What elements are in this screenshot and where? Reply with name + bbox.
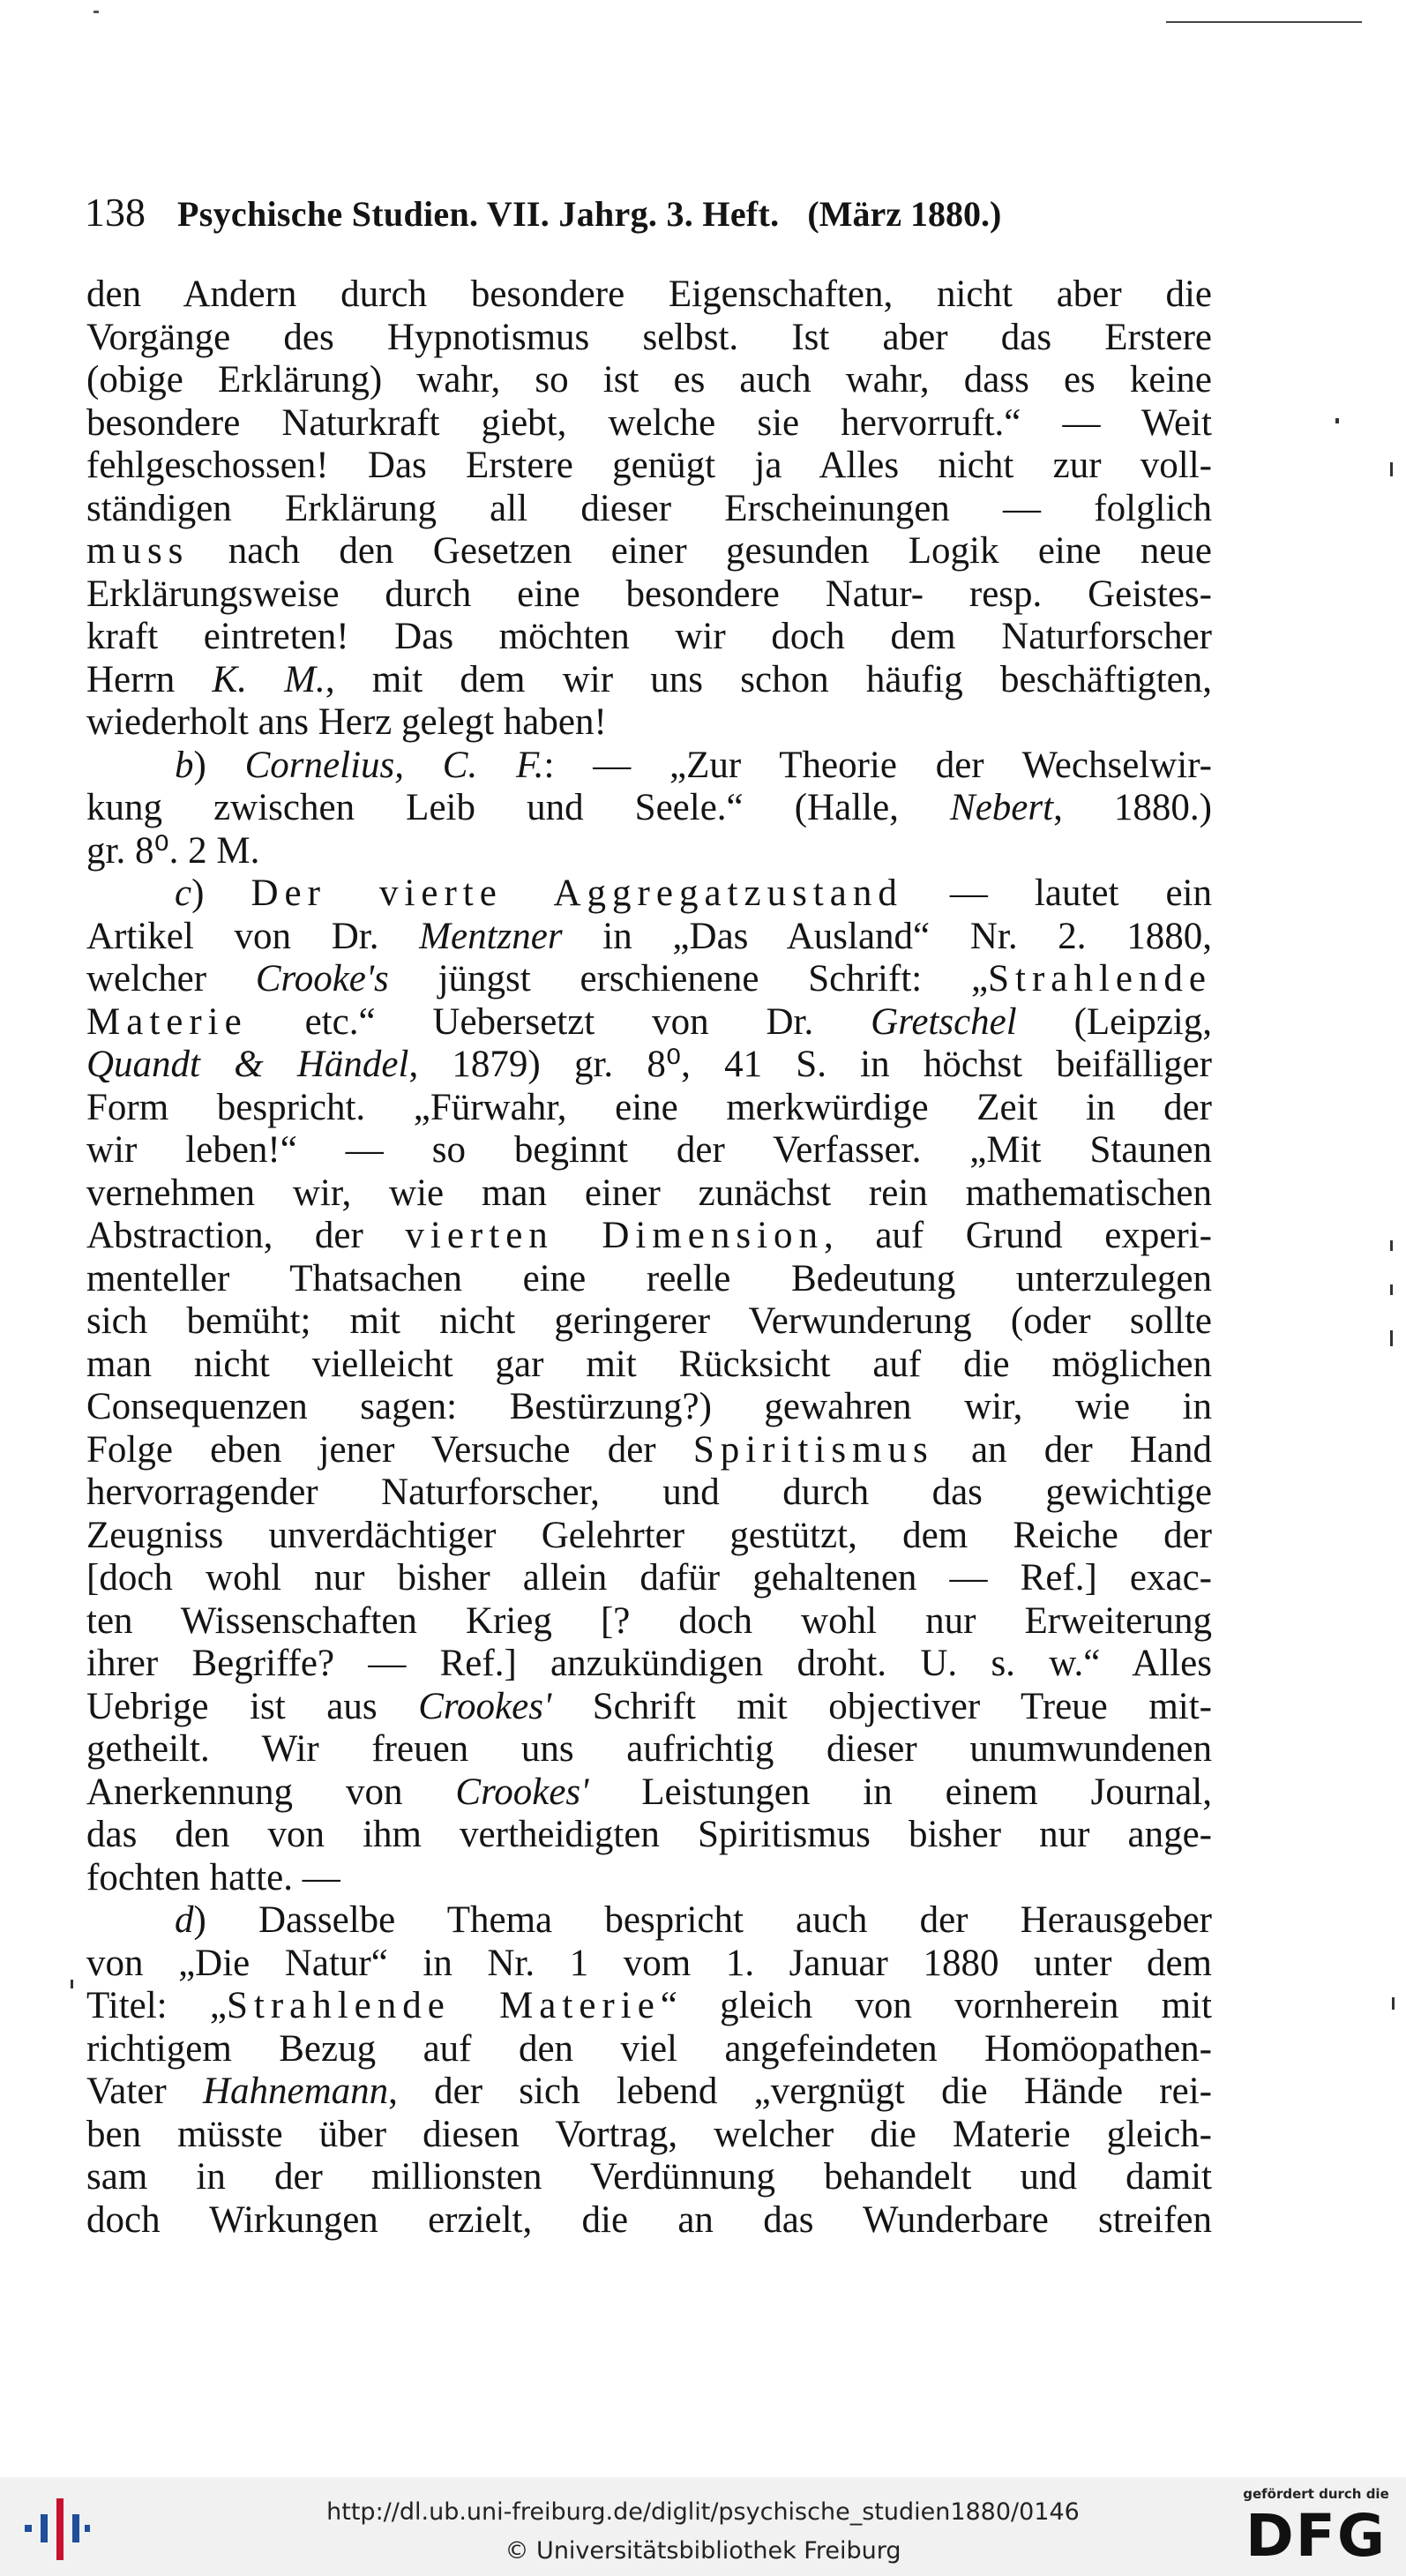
dfg-logo-text: DFG [1245,2502,1387,2570]
text-line [86,1044,1212,1087]
text-segment: kraft eintreten! Das möchten wir doch dem Naturforscher [86,616,1212,657]
text-segment: doch Wirkungen erzielt, die an das Wunderbare streifen [86,2198,1212,2241]
text-segment: fochten hatte. — [86,1856,340,1898]
text-line [86,573,1212,617]
text-segment: etc.“ Uebersetzt von Dr. [247,1000,871,1043]
text-segment: richtigem Bezug auf den viel angefeindeten Homöopathen- [86,2027,1212,2070]
italic-segment: Nebert [950,787,1054,828]
text-segment: von „Die Natur“ in Nr. 1 vom 1. Januar 1880 unter dem [86,1942,1212,1984]
text-segment: hervorragender Naturforscher, und durch das gewichtige [86,1471,1212,1513]
text-line [86,445,1212,488]
margin-mark [1335,418,1339,423]
text-line [86,1087,1212,1130]
italic-segment: K. M. [212,658,325,700]
text-line [86,1728,1212,1771]
text-line [86,1515,1212,1558]
text-segment: ständigen Erklärung all dieser Erscheinungen — folglich [86,487,1212,529]
margin-mark [1390,1240,1393,1251]
text-segment: Vater [86,2071,203,2112]
text-line [86,1300,1212,1344]
dfg-caption: gefördert durch die [1243,2486,1389,2502]
text-segment: jüngst erschienene Schrift: „ [388,958,989,1000]
text-line [86,1001,1212,1045]
text-line [86,1899,1212,1943]
text-line [86,2071,1212,2114]
text-segment: , der sich lebend „vergnügt die Hände rei- [388,2071,1212,2112]
text-line [86,273,1212,317]
text-line [86,1172,1212,1216]
spaced-segment: Spiritismus [692,1428,934,1471]
text-segment: Uebrige ist aus [86,1685,419,1727]
text-line [86,1686,1212,1729]
italic-segment: Hahnemann [202,2071,389,2112]
text-line [86,1557,1212,1600]
text-segment: Folge eben jener Versuche der [86,1428,693,1471]
text-line [86,787,1212,830]
text-segment: an der Hand [933,1428,1212,1471]
text-line [86,616,1212,659]
text-segment: in „Das Ausland“ Nr. 2. 1880, [562,915,1212,957]
margin-mark [1390,462,1393,476]
text-line [86,1344,1212,1387]
page-header [85,189,1214,236]
text-segment: welcher [86,958,256,1000]
top-rule [1166,21,1362,23]
text-segment: Leistungen in einem Journal, [588,1771,1212,1813]
text-line [86,1129,1212,1172]
text-segment: das den von ihm vertheidigten Spiritismus bisher nur ange- [86,1814,1212,1855]
text-line [86,2114,1212,2157]
text-line [86,1386,1212,1429]
text-segment: , auf Grund experi- [824,1215,1212,1256]
text-segment: ) [191,872,251,914]
margin-mark [71,1980,73,1988]
italic-segment: b [175,744,194,786]
text-line [86,2199,1212,2243]
text-line [86,830,1212,873]
text-line [86,1429,1212,1472]
text-line [86,1258,1212,1301]
text-segment: wiederholt ans Herz gelegt haben! [86,701,607,743]
text-line [86,701,1212,745]
text-segment: Form bespricht. „Fürwahr, eine merkwürdige Zeit in der [86,1086,1212,1128]
text-segment: Abstraction, der [86,1215,406,1256]
text-segment: ) [193,744,245,786]
italic-segment: Crookes' [418,1685,552,1727]
footer-bar [0,2477,1406,2576]
spaced-segment: vierten Dimension [405,1215,825,1256]
spaced-segment: Strahlende Materie [226,1985,661,2026]
text-segment: wir leben!“ — so beginnt der Verfasser. „Mit Staunen [86,1129,1212,1171]
text-segment: Consequenzen sagen: Bestürzung?) gewahren wir, wie in [86,1386,1212,1427]
italic-segment: d [175,1899,194,1941]
text-segment: ihrer Begriffe? — Ref.] anzukündigen droht. U. s. w.“ Alles [86,1643,1212,1684]
text-line [86,745,1212,788]
spaced-segment: muss [86,530,190,572]
text-line [86,958,1212,1001]
text-segment: sich bemüht; mit nicht geringerer Verwunderung (oder sollte [86,1300,1212,1342]
text-segment: “ gleich von vornherein mit [660,1985,1212,2026]
text-segment: kung zwischen Leib und Seele.“ (Halle, [86,787,951,828]
text-segment: sam in der millionsten Verdünnung behandelt und damit [86,2156,1212,2198]
italic-segment: c [175,872,192,914]
italic-segment: Quandt & Händel [86,1044,409,1085]
text-segment: (Leipzig, [1016,1000,1212,1043]
text-line [86,1643,1212,1686]
spaced-segment: Materie [86,1000,248,1043]
text-segment: (obige Erklärung) wahr, so ist es auch wahr, dass es keine [86,359,1212,401]
text-segment: ten Wissenschaften Krieg [? doch wohl nur Erweiterung [86,1599,1212,1642]
italic-segment: Mentzner [419,915,563,957]
text-segment: Artikel von Dr. [86,915,420,957]
text-line [86,2156,1212,2199]
running-head: Psychische Studien. VII. Jahrg. 3. Heft. [177,194,780,234]
text-segment: Anerkennung von [86,1771,456,1813]
italic-segment: Cornelius, C. F. [244,744,544,786]
text-segment: ben müsste über diesen Vortrag, welcher die Materie gleich- [86,2113,1212,2155]
footer-copyright: © Universitätsbibliothek Freiburg [505,2537,901,2565]
footer-url-link[interactable]: http://dl.ub.uni-freiburg.de/diglit/psychische_studien1880/0146 [326,2498,1080,2526]
text-line [86,1471,1212,1515]
text-segment: Zeugniss unverdächtiger Gelehrter gestützt, dem Reiche der [86,1514,1212,1556]
text-line [86,916,1212,959]
margin-mark [1392,1997,1395,2010]
text-line [86,1771,1212,1815]
dfg-logo [1235,2484,1397,2572]
text-segment: Titel: „ [86,1985,227,2026]
text-segment: Erklärungsweise durch eine besondere Natur- resp. Geistes- [86,573,1212,615]
text-segment: den Andern durch besondere Eigenschaften, nicht aber die [86,273,1212,315]
text-segment: man nicht vielleicht gar mit Rücksicht auf die möglichen [86,1343,1212,1385]
text-line [86,488,1212,531]
text-line [86,1215,1212,1258]
italic-segment: Crooke's [255,958,389,1000]
text-line [86,1814,1212,1857]
text-segment: , mit dem wir uns schon häufig beschäftigten, [325,658,1212,700]
text-segment: getheilt. Wir freuen uns aufrichtig dieser unumwundenen [86,1728,1212,1770]
text-segment: , 1880.) [1053,787,1212,828]
issue-date: (März 1880.) [807,194,1002,234]
text-segment: Schrift mit objectiver Treue mit- [551,1685,1213,1727]
text-segment: [doch wohl nur bisher allein dafür gehaltenen — Ref.] exac- [86,1557,1212,1599]
text-segment: : — „Zur Theorie der Wechselwir- [543,744,1213,786]
margin-mark [1390,1330,1393,1346]
text-line [86,1985,1212,2028]
spaced-segment: Der vierte Aggregatzustand [251,872,903,914]
text-segment: besondere Naturkraft giebt, welche sie hervorruft.“ — Weit [86,401,1212,444]
spaced-segment: Strahlende [988,958,1212,1000]
article-body [86,273,1212,2242]
text-segment: gr. 8⁰. 2 M. [86,829,260,872]
text-segment: Herrn [86,658,213,700]
text-line [86,1600,1212,1644]
text-segment: fehlgeschossen! Das Erstere genügt ja Alles nicht zur voll- [86,445,1212,486]
text-line [86,2028,1212,2071]
italic-segment: Gretschel [871,1000,1017,1043]
scan-speck [93,11,99,13]
text-segment: nach den Gesetzen einer gesunden Logik eine neue [189,530,1212,572]
italic-segment: Crookes' [455,1771,589,1813]
text-line [86,872,1212,916]
text-line [86,1857,1212,1900]
text-segment: , 1879) gr. 8⁰, 41 S. in höchst beifälliger [408,1044,1212,1085]
margin-mark [1390,1284,1393,1295]
text-line [86,659,1212,702]
text-line [86,317,1212,360]
text-segment: Vorgänge des Hypnotismus selbst. Ist aber das Erstere [86,316,1212,358]
text-segment: — lautet ein [902,872,1212,914]
text-segment: menteller Thatsachen eine reelle Bedeutung unterzulegen [86,1257,1212,1299]
text-segment: vernehmen wir, wie man einer zunächst rein mathematischen [86,1172,1212,1214]
text-line [86,530,1212,573]
page-number: 138 [85,190,146,235]
text-line [86,402,1212,446]
text-line [86,359,1212,402]
text-segment: ) Dasselbe Thema bespricht auch der Herausgeber [193,1899,1212,1941]
text-line [86,1943,1212,1986]
